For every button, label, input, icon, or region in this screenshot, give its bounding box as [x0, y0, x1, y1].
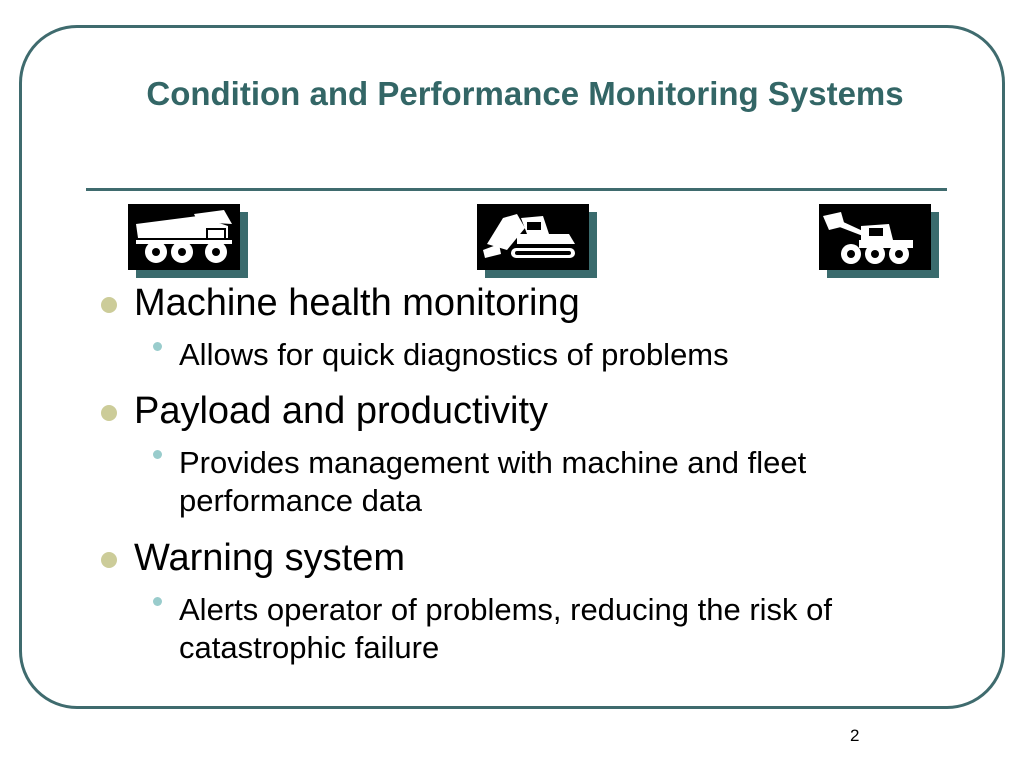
bullet-item: Payload and productivity	[134, 390, 549, 432]
sub-bullet-dot	[153, 450, 162, 459]
bullet-dot	[101, 552, 117, 568]
slide-title: Condition and Performance Monitoring Systems	[146, 75, 904, 112]
bullet-dot	[101, 297, 117, 313]
bullet-item: Machine health monitoring	[134, 282, 580, 324]
page-number: 2	[850, 726, 860, 745]
sub-bullet-item: Alerts operator of problems, reducing the risk of catastrophic failure	[179, 592, 833, 665]
icon-face	[477, 204, 589, 270]
sub-bullet-dot	[153, 597, 162, 606]
sub-bullet-item: Provides management with machine and fleet performance data	[179, 445, 807, 518]
bullet-item: Warning system	[134, 537, 405, 579]
title-divider	[86, 188, 947, 191]
icon-face	[819, 204, 931, 270]
icon-face	[128, 204, 240, 270]
haul-truck-icon	[128, 204, 240, 270]
bullet-dot	[101, 405, 117, 421]
sub-bullet-item: Allows for quick diagnostics of problems	[179, 337, 729, 372]
sub-bullet-dot	[153, 342, 162, 351]
track-type-tractor-icon	[477, 204, 589, 270]
wheel-loader-icon	[819, 204, 931, 270]
